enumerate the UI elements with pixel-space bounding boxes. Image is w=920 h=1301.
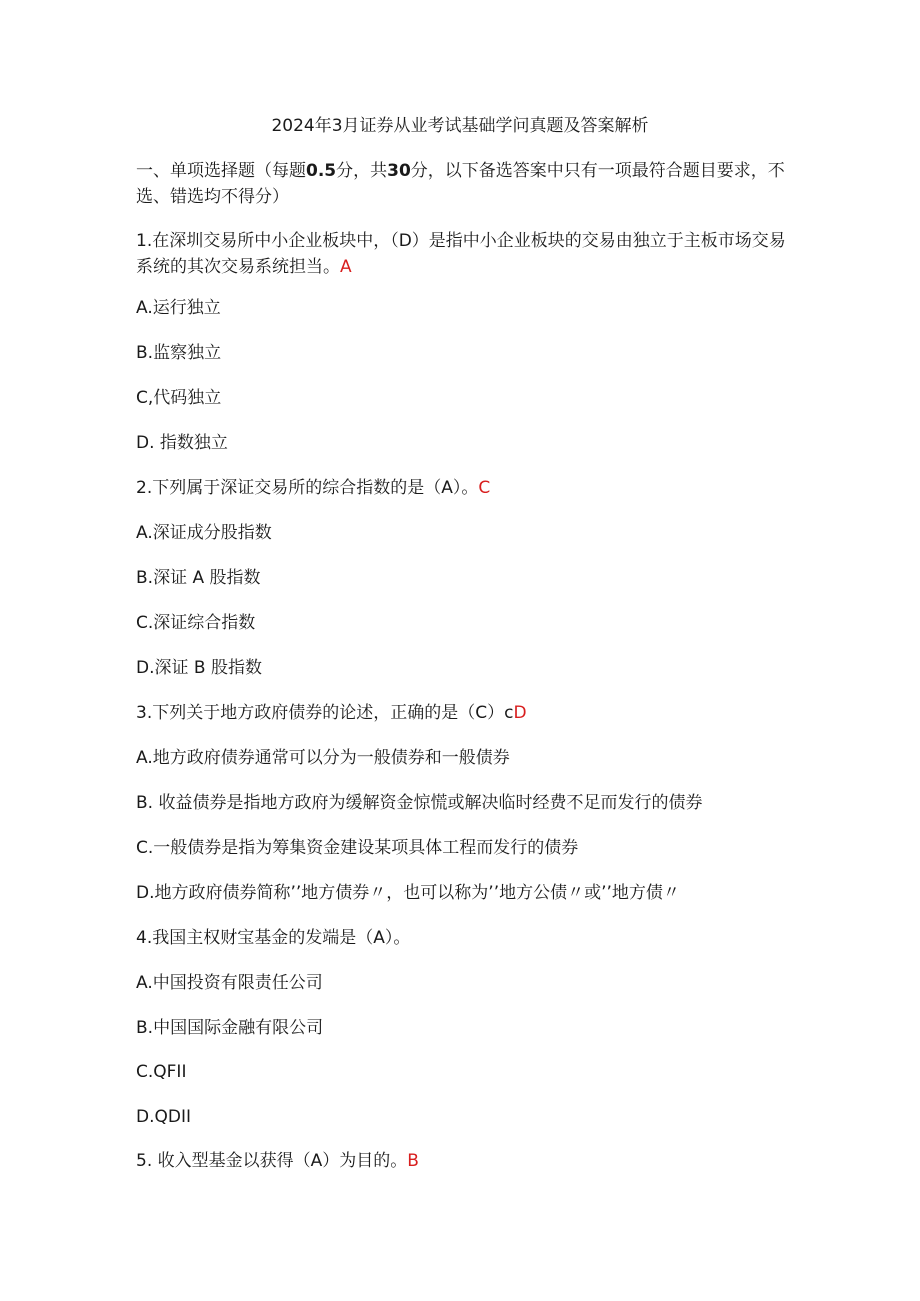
option-line xyxy=(136,656,816,680)
option-line xyxy=(136,521,816,545)
section-text-3: 分，以下备选答案中只有一项最符合题目要求，不选、错选均不得分） xyxy=(136,161,785,207)
question-1 xyxy=(136,228,796,280)
option-text: D. 指数独立 xyxy=(136,433,228,453)
question-2 xyxy=(136,476,816,500)
option-text: D.深证 B 股指数 xyxy=(136,658,262,678)
option-line xyxy=(136,1060,816,1084)
answer-key: B xyxy=(407,1151,419,1171)
option-text: A.深证成分股指数 xyxy=(136,523,272,543)
section-total-score: 30 xyxy=(387,161,411,181)
question-text: 5. 收入型基金以获得（A）为目的。 xyxy=(136,1151,408,1171)
answer-key: C xyxy=(478,478,491,498)
question-text: 4.我国主权财宝基金的发端是（A）。 xyxy=(136,928,411,948)
option-line xyxy=(136,1016,816,1040)
option-line xyxy=(136,611,816,635)
option-text: A.地方政府债券通常可以分为一般债券和一般债券 xyxy=(136,748,510,768)
option-text: B.监察独立 xyxy=(136,343,222,363)
section-text-1: 一、单项选择题（每题 xyxy=(136,161,306,181)
option-text: C,代码独立 xyxy=(136,388,222,408)
question-text: 1.在深圳交易所中小企业板块中，（D）是指中小企业板块的交易由独立于主板市场交易系统的其次交易系统担当。 xyxy=(136,231,786,277)
page-title: 2024年3月证券从业考试基础学问真题及答案解析 xyxy=(271,116,649,136)
option-text: C.深证综合指数 xyxy=(136,613,256,633)
option-text: B.中国国际金融有限公司 xyxy=(136,1018,324,1038)
option-line xyxy=(136,881,816,905)
section-score-per-question: 0.5 xyxy=(306,161,337,181)
option-line xyxy=(136,791,816,815)
option-line xyxy=(136,296,816,320)
option-line xyxy=(136,971,816,995)
option-line xyxy=(136,836,816,860)
option-text: D.地方政府债券简称’’地方债券〃，也可以称为’’地方公债〃或’’地方债〃 xyxy=(136,883,680,903)
option-text: C.QFII xyxy=(136,1062,187,1082)
option-line xyxy=(136,431,816,455)
question-text: 3.下列关于地方政府债券的论述，正确的是（C）c xyxy=(136,703,514,723)
question-3 xyxy=(136,701,816,725)
option-text: A.中国投资有限责任公司 xyxy=(136,973,323,993)
answer-key: D xyxy=(513,703,527,723)
option-line xyxy=(136,746,816,770)
question-5 xyxy=(136,1149,816,1173)
section-text-2: 分，共 xyxy=(336,161,388,181)
option-text: D.QDII xyxy=(136,1107,191,1127)
option-text: B.深证 A 股指数 xyxy=(136,568,261,588)
option-text: B. 收益债券是指地方政府为缓解资金惊慌或解决临时经费不足而发行的债券 xyxy=(136,793,703,813)
option-line xyxy=(136,1105,816,1129)
question-4 xyxy=(136,926,816,950)
option-line xyxy=(136,341,816,365)
option-text: A.运行独立 xyxy=(136,298,221,318)
answer-key: A xyxy=(340,257,352,277)
option-line xyxy=(136,386,816,410)
section-heading xyxy=(136,158,796,210)
question-text: 2.下列属于深证交易所的综合指数的是（A）。 xyxy=(136,478,479,498)
option-line xyxy=(136,566,816,590)
option-text: C.一般债券是指为筹集资金建设某项具体工程而发行的债券 xyxy=(136,838,579,858)
